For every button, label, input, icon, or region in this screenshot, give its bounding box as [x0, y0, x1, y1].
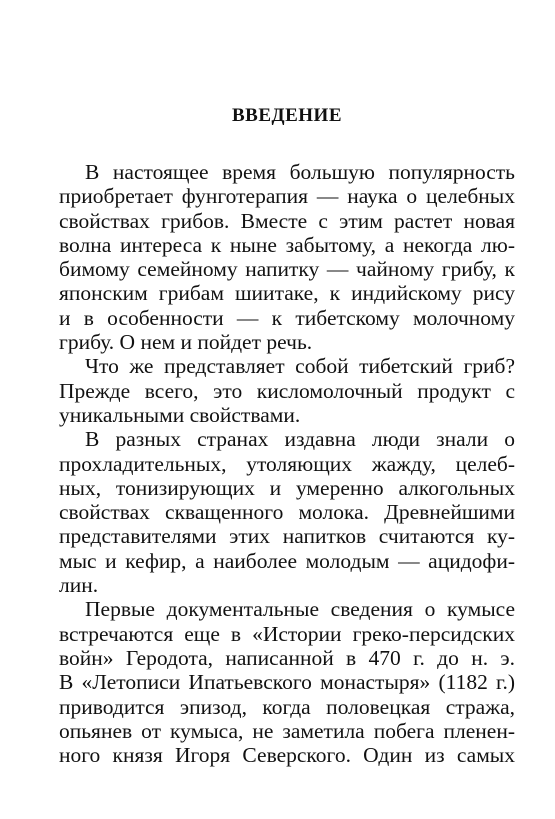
text-line: волна интереса к ныне забытому, а некогда лю-	[59, 232, 515, 257]
text-line: В «Летописи Ипатьевского монастыря» (1182 г.)	[59, 670, 515, 695]
text-line: мыс и кефир, а наиболее молодым — ацидофи-	[59, 548, 515, 573]
paragraph-3	[59, 427, 515, 597]
text-line: встречаются еще в «Истории греко-персидских	[59, 621, 515, 646]
text-line: уникальными свойствами.	[59, 402, 301, 427]
text-line: японским грибам шиитаке, к индийскому рису	[59, 281, 515, 306]
text-line: ных, тонизирующих и умеренно алкогольных	[59, 475, 515, 500]
text-line: приобретает фунготерапия — наука о целебных	[59, 184, 515, 209]
text-line: свойствах скващенного молока. Древнейшими	[59, 500, 515, 525]
text-line: свойствах грибов. Вместе с этим растет новая	[59, 208, 515, 233]
paragraph-1	[59, 160, 515, 354]
text-line: Прежде всего, это кисломолочный продукт с	[59, 378, 515, 403]
paragraph-2	[59, 354, 515, 427]
text-line: Что же представляет собой тибетский гриб?	[85, 354, 515, 379]
text-line: войн» Геродота, написанной в 470 г. до н. э.	[59, 645, 515, 670]
chapter-heading: ВВЕДЕНИЕ	[232, 105, 342, 126]
text-line: и в особенности — к тибетскому молочному	[59, 305, 515, 330]
text-line: В разных странах издавна люди знали о	[85, 427, 515, 452]
text-line: представителями этих напитков считаются ку-	[59, 524, 515, 549]
paragraph-4	[59, 597, 515, 767]
text-line: ного князя Игоря Северского. Один из самых	[59, 743, 515, 768]
text-line: опьянев от кумыса, не заметила побега пленен-	[59, 718, 515, 743]
text-line: В настоящее время большую популярность	[85, 160, 515, 184]
text-line: лин.	[59, 573, 99, 598]
text-line: бимому семейному напитку — чайному грибу, к	[59, 257, 515, 282]
text-line: Первые документальные сведения о кумысе	[85, 597, 515, 622]
text-line: приводится эпизод, когда половецкая стража,	[59, 694, 515, 719]
text-line: грибу. О нем и пойдет речь.	[59, 330, 313, 355]
text-line: прохладительных, утоляющих жажду, целеб-	[59, 451, 515, 476]
